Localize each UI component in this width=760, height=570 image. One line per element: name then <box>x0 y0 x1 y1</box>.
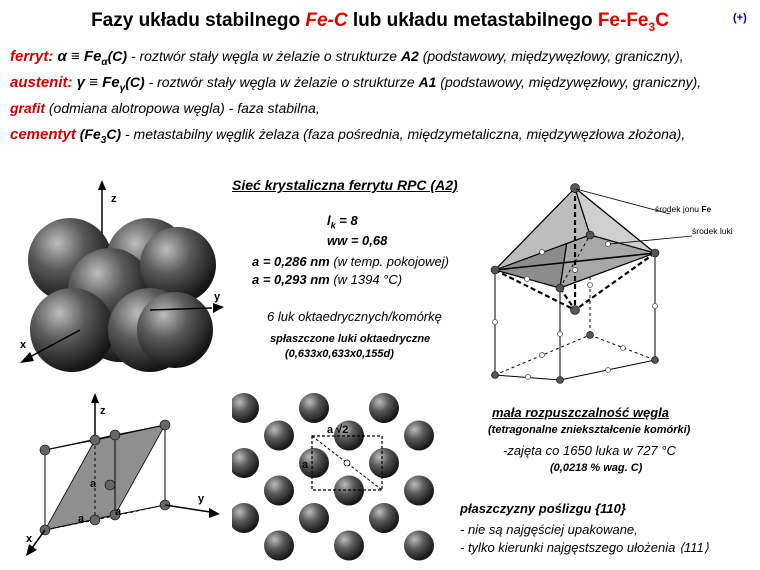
slip-line1: - nie są najgęściej upakowane, <box>460 522 638 537</box>
luki-dims: (0,633x0,633x0,155d) <box>285 348 394 360</box>
y-axis-label: y <box>198 493 205 505</box>
solubility-title: mała rozpuszczalność węgla <box>492 405 670 420</box>
packing-sphere <box>232 393 259 423</box>
packing-sphere <box>369 503 399 533</box>
packing-sphere <box>232 448 259 478</box>
luki-flattened: spłaszczone luki oktaedryczne <box>270 333 431 345</box>
x-axis-label: x <box>20 339 27 351</box>
edge-label-a: a <box>90 478 97 490</box>
solubility-note: (tetragonalne zniekształcenie komórki) <box>488 424 691 436</box>
edge-label-a: a <box>78 513 85 525</box>
packing-sphere <box>299 503 329 533</box>
edge-label-a: a <box>115 506 122 518</box>
packing-sphere <box>404 421 434 451</box>
ww-value: ww = 0,68 <box>327 233 388 248</box>
center-atom <box>344 460 350 466</box>
octahedral-void-diagram <box>480 180 755 390</box>
def-ferryt: ferryt: $\alpha \equiv Fe_\alpha(C)$ - roztwór stały węgla w żelazie o strukturze A2 (podstawowy, międzywęzłowy, graniczny), <box>10 48 684 68</box>
a-sqrt2-label: a √2 <box>327 424 349 436</box>
slip-line2: - tylko kierunki najgęstszego ułożenia ⟨111⟩ <box>460 540 709 555</box>
x-axis-arrow <box>26 544 37 556</box>
packing-sphere <box>334 531 364 561</box>
x-axis-arrow <box>20 352 34 363</box>
def-grafit: grafit (odmiana alotropowa węgla) - faza stabilna, <box>10 100 320 116</box>
bcc-sphere-model <box>0 180 245 380</box>
def-austenit: austenit: $\gamma \equiv Fe_\gamma(C)$ - roztwór stały węgla w żelazie o strukturze A1 (podstawowy, międzywęzłowy, graniczny), <box>10 74 702 94</box>
packing-sphere <box>404 531 434 561</box>
slip-plane-110 <box>45 425 165 530</box>
z-axis-label: z <box>111 193 117 205</box>
packing-sphere <box>264 421 294 451</box>
y-axis-arrow <box>209 508 220 518</box>
lk-value: $l_k = 8$ <box>327 213 358 231</box>
def-cementyt: cementyt $(Fe_3C)$ - metastabilny węglik żelaza (faza pośrednia, międzymetaliczna, międzywęzłowa złożona), <box>10 126 686 146</box>
y-axis-line <box>165 505 210 512</box>
packing-sphere <box>369 393 399 423</box>
luki-count: 6 luk oktaedrycznych/komórkę <box>267 309 442 324</box>
packing-sphere <box>264 476 294 506</box>
sphere <box>30 288 114 372</box>
z-axis-arrow <box>98 180 106 190</box>
packing-spheres <box>232 393 434 561</box>
z-axis-arrow <box>91 393 99 403</box>
packing-sphere <box>232 503 259 533</box>
packing-sphere <box>264 531 294 561</box>
y-axis-arrow <box>213 303 224 313</box>
x-axis-line <box>32 530 45 548</box>
a-side-label: a <box>302 459 309 471</box>
y-axis-label: y <box>214 291 221 303</box>
section-title: Sieć krystaliczna ferrytu RPC (A2) <box>232 177 458 193</box>
plus-link[interactable]: (+) <box>733 12 747 24</box>
x-axis-label: x <box>26 533 33 545</box>
slip-title: płaszczyzny poślizgu {110} <box>460 501 626 516</box>
slide-title: Fazy układu stabilnego Fe-C lub układu metastabilnego $Fe-Fe_3C$ <box>91 10 669 34</box>
a-room-temp: a = 0,286 nm (w temp. pokojowej) <box>252 254 449 269</box>
solubility-percent: (0,0218 % wag. C) <box>550 462 643 474</box>
z-axis-label: z <box>100 405 106 417</box>
sphere <box>137 292 213 368</box>
plane-110-packing <box>232 388 454 568</box>
solubility-occupied: -zajęta co 1650 luka w 727 °C <box>503 443 676 458</box>
a-high-temp: a = 0,293 nm (w 1394 °C) <box>252 272 403 287</box>
fe-center-label: środek jonu Fe <box>655 204 712 214</box>
bcc-unit-cell-slip-plane <box>20 390 235 568</box>
packing-sphere <box>369 448 399 478</box>
packing-sphere <box>299 393 329 423</box>
packing-sphere <box>404 476 434 506</box>
void-center-label: środek luki <box>692 226 733 236</box>
